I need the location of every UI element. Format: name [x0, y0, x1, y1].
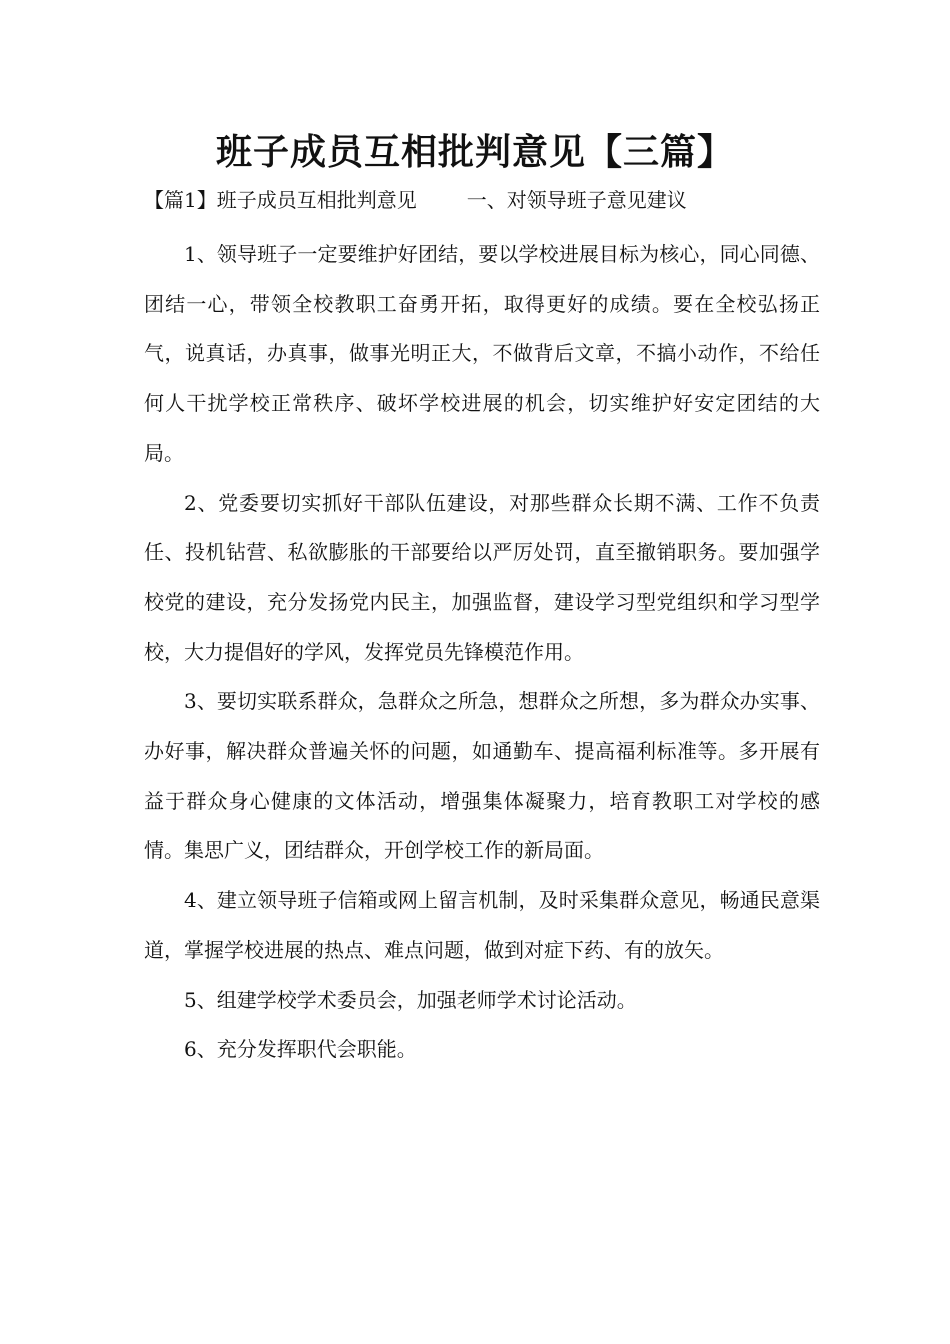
- document-title: 班子成员互相批判意见【三篇】: [215, 132, 734, 173]
- document-body: [144, 230, 820, 1075]
- paragraph-5: 5、组建学校学术委员会，加强老师学术讨论活动。: [184, 987, 637, 1012]
- paragraph-3: 3、要切实联系群众，急群众之所急，想群众之所想，多为群众办实事、办好事，解决群众普遍关怀的问题，如通勤车、提高福利标准等。多开展有益于群众身心健康的文体活动，增强集体凝聚力，培育教职工对学校的感情。集思广义，团结群众，开创学校工作的新局面。: [144, 689, 820, 863]
- section-heading: 【篇1】班子成员互相批判意见: [144, 188, 417, 212]
- paragraph-1: 1、领导班子一定要维护好团结，要以学校进展目标为核心，同心同德、团结一心，带领全校教职工奋勇开拓，取得更好的成绩。要在全校弘扬正气，说真话，办真事，做事光明正大，不做背后文章，不搞小动作，不给任何人干扰学校正常秩序、破坏学校进展的机会，切实维护好安定团结的大局。: [144, 242, 820, 465]
- section-heading-line: [144, 183, 824, 217]
- paragraph-6: 6、充分发挥职代会职能。: [184, 1037, 417, 1062]
- paragraph-2: 2、党委要切实抓好干部队伍建设，对那些群众长期不满、工作不负责任、投机钻营、私欲膨胀的干部要给以严厉处罚，直至撤销职务。要加强学校党的建设，充分发扬党内民主，加强监督，建设学习型党组织和学习型学校，大力提倡好的学风，发挥党员先锋模范作用。: [144, 490, 820, 664]
- subsection-heading: 一、对领导班子意见建议: [466, 188, 687, 212]
- paragraph-4: 4、建立领导班子信箱或网上留言机制，及时采集群众意见，畅通民意渠道，掌握学校进展的热点、难点问题，做到对症下药、有的放矢。: [144, 888, 820, 962]
